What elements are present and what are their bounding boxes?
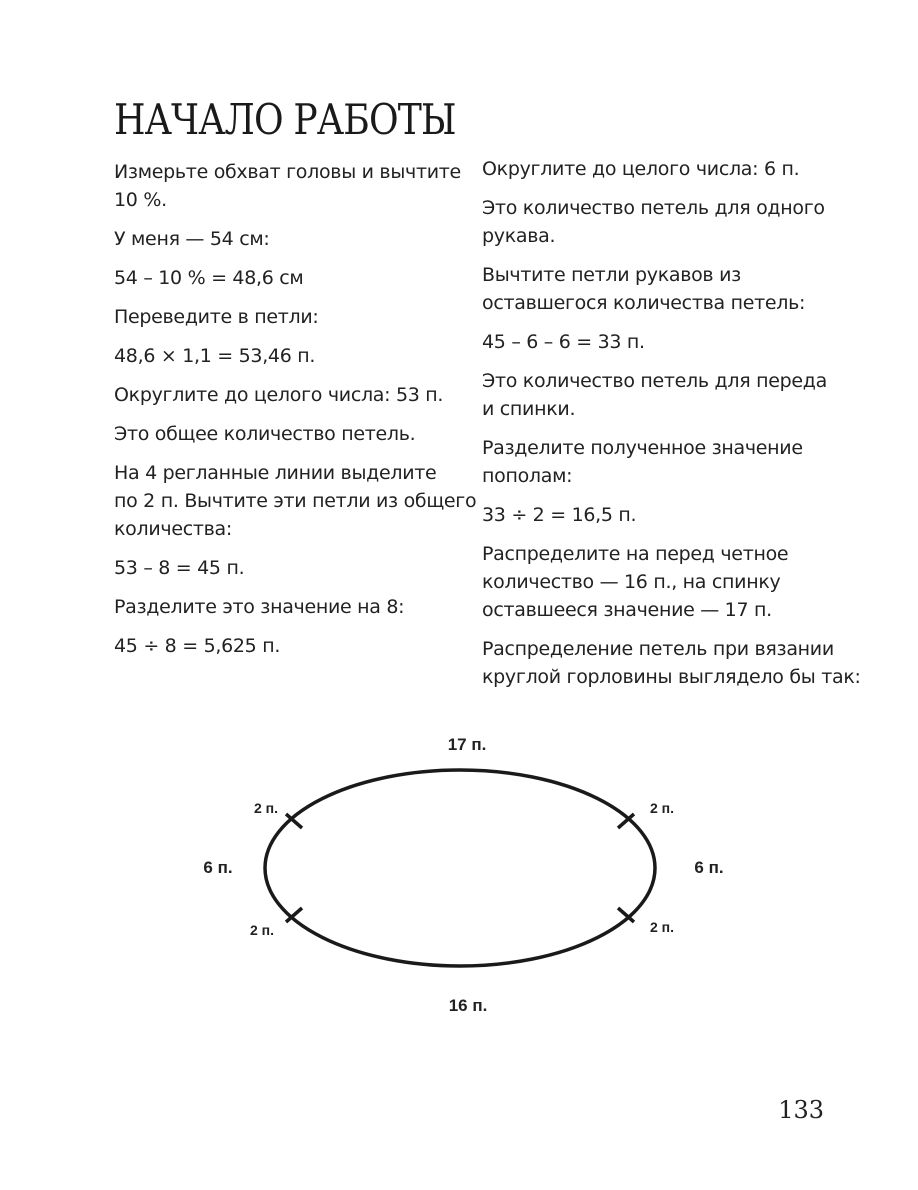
front-count-label: 16 п. [448, 996, 488, 1015]
raglan-lower-left-label: 2 п. [249, 922, 275, 938]
text-line: Это количество петель для одного [482, 197, 825, 219]
back-count-label: 17 п. [447, 735, 487, 754]
text-line: На 4 регланные линии выделите [114, 462, 437, 484]
text-line: количества: [114, 518, 232, 540]
raglan-upper-right-label: 2 п. [649, 800, 675, 816]
text-line: оставшееся значение — 17 п. [482, 599, 772, 621]
text-line: Распределение петель при вязании [482, 638, 834, 660]
text-line: Округлите до целого числа: 6 п. [482, 158, 800, 180]
raglan-upper-left-label: 2 п. [253, 800, 279, 816]
text-line: У меня — 54 см: [114, 228, 270, 250]
text-line: и спинки. [482, 398, 576, 420]
neckline-ellipse [265, 770, 655, 966]
text-line: 10 %. [114, 189, 167, 211]
text-line: рукава. [482, 225, 556, 247]
text-line: Измерьте обхват головы и вычтите [114, 161, 461, 183]
text-line: Вычтите петли рукавов из [482, 264, 741, 286]
text-line: 53 – 8 = 45 п. [114, 557, 245, 579]
text-line: Это общее количество петель. [114, 423, 416, 445]
left-column [114, 158, 477, 660]
text-line: 48,6 × 1,1 = 53,46 п. [114, 345, 316, 367]
raglan-lower-right-label: 2 п. [649, 919, 675, 935]
text-line: 33 ÷ 2 = 16,5 п. [482, 504, 637, 526]
neckline-diagram [0, 700, 918, 1040]
text-line: 45 ÷ 8 = 5,625 п. [114, 635, 281, 657]
text-line: Разделите это значение на 8: [114, 596, 405, 618]
text-line: круглой горловины выглядело бы так: [482, 666, 861, 688]
text-line: Это количество петель для переда [482, 370, 827, 392]
page-title: НАЧАЛО РАБОТЫ [114, 95, 456, 144]
right-sleeve-label: 6 п. [694, 858, 724, 877]
text-line: пополам: [482, 465, 573, 487]
page-number: 133 [778, 1096, 824, 1124]
text-line: 54 – 10 % = 48,6 см [114, 267, 304, 289]
text-line: по 2 п. Вычтите эти петли из общего [114, 490, 477, 512]
text-line: Переведите в петли: [114, 306, 319, 328]
left-sleeve-label: 6 п. [203, 858, 233, 877]
text-line: оставшегося количества петель: [482, 292, 806, 314]
text-line: Распределите на перед четное [482, 543, 789, 565]
right-column [482, 155, 861, 691]
text-line: количество — 16 п., на спинку [482, 571, 781, 593]
text-line: Разделите полученное значение [482, 437, 803, 459]
text-line: 45 – 6 – 6 = 33 п. [482, 331, 645, 353]
text-line: Округлите до целого числа: 53 п. [114, 384, 444, 406]
